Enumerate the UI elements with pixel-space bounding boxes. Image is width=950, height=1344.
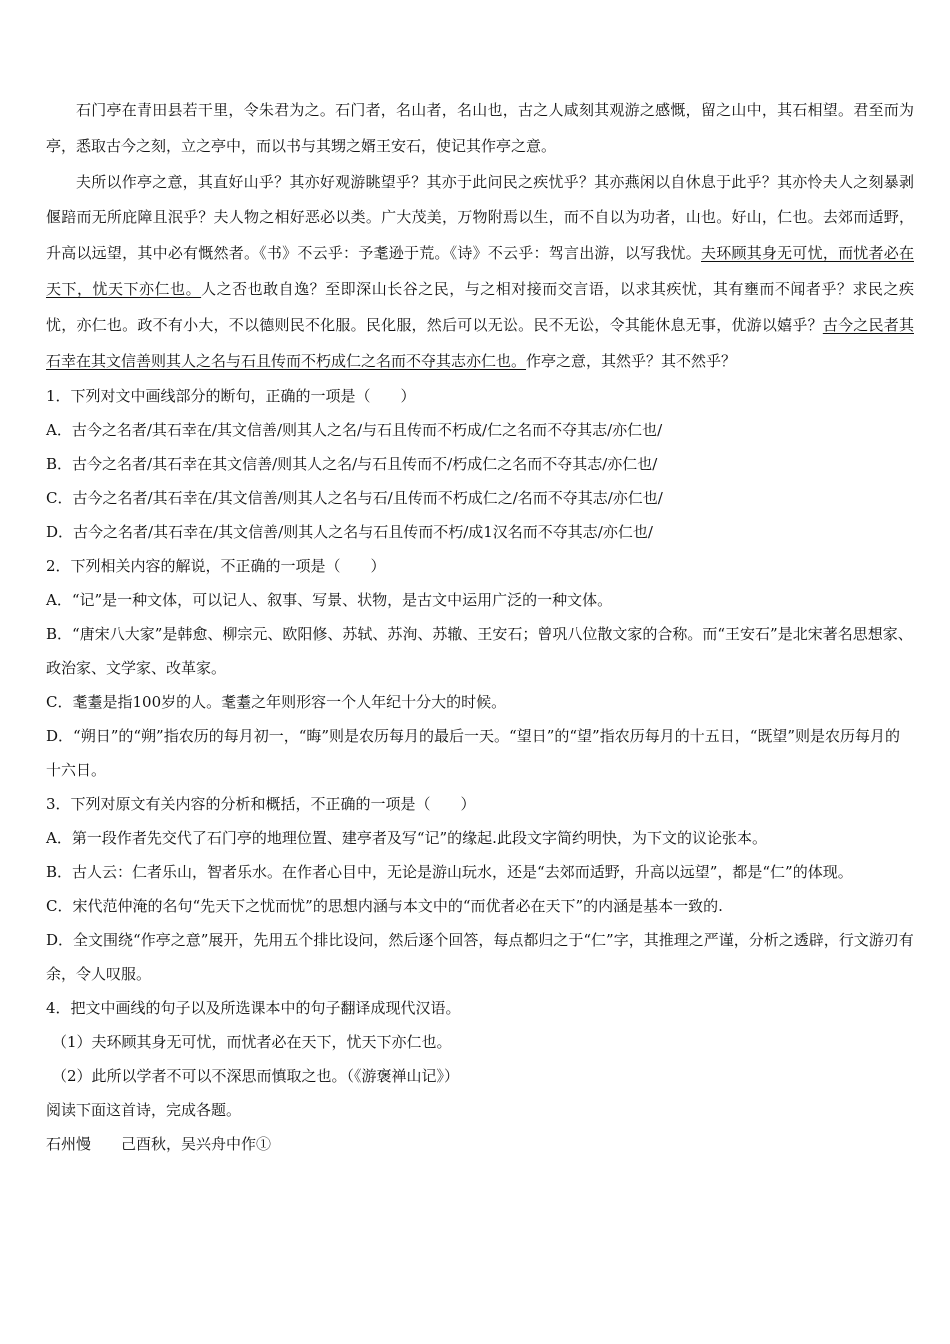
question-1-option-b: B．古今之名者/其石幸在其文信善/则其人之名/与石且传而不/朽成仁之名而不夺其志/亦仁也/ — [46, 455, 658, 474]
passage-paragraph-2 — [46, 165, 914, 380]
question-3-stem: 3．下列对原文有关内容的分析和概括，不正确的一项是（ ） — [46, 795, 476, 814]
question-1-option-a: A．古今之名者/其石幸在/其文信善/则其人之名/与石且传而不朽成/仁之名而不夺其志/亦仁也/ — [46, 421, 663, 440]
passage-p2-text-mid: 人之否也敢自逸？至即深山长谷之民，与之相对接而交言语，以求其疾忧，其有壅而不闻者乎？求民之疾忧，亦仁也。政不有小大，不以德则民不化服。民化服，然后可以无讼。民不无讼，令其能休息无事，优游以嬉乎？ — [46, 279, 914, 334]
passage-paragraph-1: 石门亭在青田县若干里，令朱君为之。石门者，名山者，名山也，古之人咸刻其观游之感慨，留之山中，其石相望。君至而为亭，悉取古今之刻，立之亭中，而以书与其甥之婿王安石，使记其作亭之意。 — [46, 101, 914, 155]
question-2-option-b: B．“唐宋八大家”是韩愈、柳宗元、欧阳修、苏轼、苏洵、苏辙、王安石；曾巩八位散文家的合称。而“王安石”是北宋著名思想家、政治家、文学家、改革家。 — [46, 625, 913, 678]
question-2-option-a: A．“记”是一种文体，可以记人、叙事、写景、状物，是古文中运用广泛的一种文体。 — [46, 591, 613, 610]
passage-p2-text-end: 作亭之意，其然乎？其不然乎？ — [526, 351, 737, 370]
question-3-option-c: C．宋代范仲淹的名句“先天下之忧而忧”的思想内涵与本文中的“而优者必在天下”的内涵是基本一致的. — [46, 897, 723, 916]
underlined-sentence-2: 古今之民者其石幸在其文信善则其人之名与石且传而不朽成仁之名而不夺其志亦仁也。 — [46, 315, 914, 370]
question-3-option-b: B．古人云：仁者乐山，智者乐水。在作者心目中，无论是游山玩水，还是“去郊而适野，升高以远望”，都是“仁”的体现。 — [46, 863, 853, 882]
question-1 — [46, 379, 914, 549]
question-2 — [46, 549, 914, 787]
passage-p2-text-start: 夫所以作亭之意，其直好山乎？其亦好观游眺望乎？其亦于此问民之疾忧乎？其亦燕闲以自休息于此乎？其亦怜夫人之刻暴剥偃踣而无所庇障且泯乎？夫人物之相好恶必以类。广大茂美，万物附焉以生，而不自以为功者，山也。好山，仁也。去郊而适野，升高以远望，其中必有慨然者。《书》不云乎：予耄逊于荒。《诗》不云乎：驾言出游，以写我忧。 — [46, 172, 914, 263]
question-3-option-d: D．全文围绕“作亭之意”展开，先用五个排比设问，然后逐个回答，每点都归之于“仁”字，其推理之严谨，分析之透辟，行文游刃有余，令人叹服。 — [46, 931, 914, 984]
question-3 — [46, 787, 914, 991]
poem-title: 石州慢 己酉秋，吴兴舟中作① — [46, 1135, 272, 1154]
underlined-sentence-1: 夫环顾其身无可忧，而忧者必在天下，忧天下亦仁也。 — [46, 244, 914, 298]
question-4-sentence-1: （1）夫环顾其身无可忧，而忧者必在天下，忧天下亦仁也。 — [52, 1033, 452, 1052]
question-2-stem: 2．下列相关内容的解说，不正确的一项是（ ） — [46, 557, 386, 576]
question-2-option-c: C．耄耋是指100岁的人。耄耋之年则形容一个人年纪十分大的时候。 — [46, 693, 507, 712]
question-1-stem: 1．下列对文中画线部分的断句，正确的一项是（ ） — [46, 387, 416, 406]
poem-intro: 阅读下面这首诗，完成各题。 — [46, 1101, 242, 1120]
question-4 — [46, 991, 914, 1093]
question-1-option-d: D．古今之名者/其石幸在/其文信善/则其人之名与石且传而不朽/成1汉名而不夺其志/亦仁也/ — [46, 523, 653, 542]
question-4-sentence-2: （2）此所以学者不可以不深思而慎取之也。（《游褒禅山记》） — [52, 1067, 460, 1086]
question-3-option-a: A．第一段作者先交代了石门亭的地理位置、建亭者及写“记”的缘起.此段文字简约明快，为下文的议论张本。 — [46, 829, 767, 848]
question-4-stem: 4．把文中画线的句子以及所选课本中的句子翻译成现代汉语。 — [46, 999, 461, 1018]
question-1-option-c: C．古今之名者/其石幸在/其文信善/则其人之名与石/且传而不朽成仁之/名而不夺其志/亦仁也/ — [46, 489, 663, 508]
question-2-option-d: D．“朔日”的“朔”指农历的每月初一，“晦”则是农历每月的最后一天。“望日”的“望”指农历每月的十五日，“既望”则是农历每月的十六日。 — [46, 727, 901, 780]
document-page — [46, 93, 914, 1161]
